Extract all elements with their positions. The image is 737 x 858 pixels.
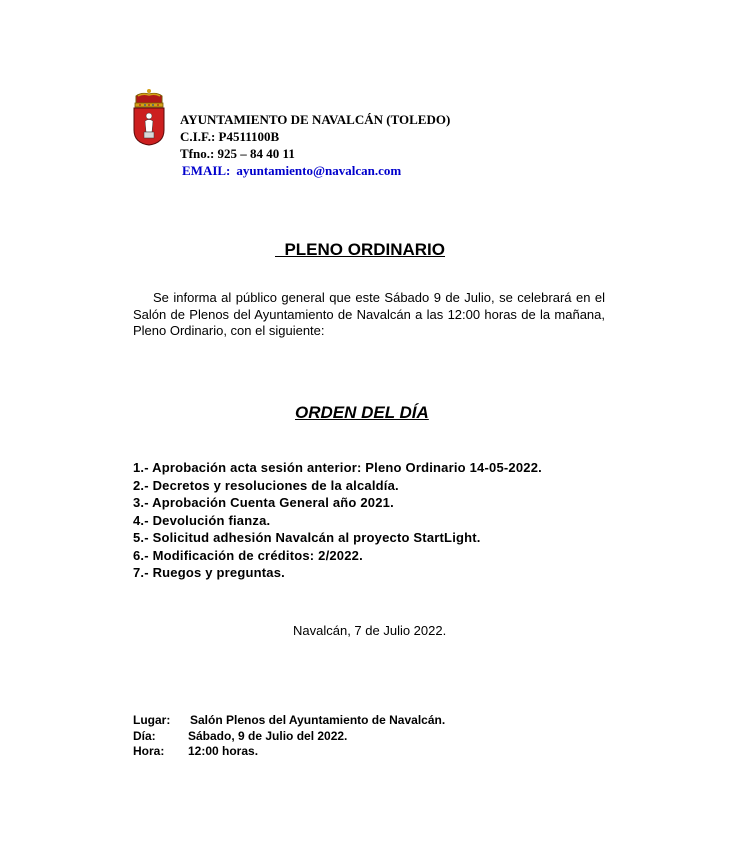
- lugar-value: Salón Plenos del Ayuntamiento de Navalcán.: [190, 713, 446, 727]
- agenda-item: 5.- Solicitud adhesión Navalcán al proyecto StartLight.: [133, 530, 481, 545]
- dia-value: Sábado, 9 de Julio del 2022.: [188, 728, 348, 743]
- crown-icon: [135, 89, 163, 107]
- email-link[interactable]: ayuntamiento@navalcan.com: [236, 163, 402, 178]
- page-title: PLENO ORDINARIO: [275, 240, 446, 259]
- hora-value: 12:00 horas.: [188, 744, 259, 758]
- dia-label: Día:: [133, 728, 156, 743]
- letterhead: [180, 111, 450, 179]
- cif-line: C.I.F.: P4511100B: [180, 129, 280, 144]
- hora-label: Hora:: [133, 744, 165, 758]
- agenda-heading: ORDEN DEL DÍA: [295, 403, 429, 422]
- agenda-item: 7.- Ruegos y preguntas.: [133, 565, 285, 580]
- agenda-item: 4.- Devolución fianza.: [133, 512, 271, 528]
- phone-line: Tfno.: 925 – 84 40 11: [180, 146, 295, 161]
- agenda-item: 3.- Aprobación Cuenta General año 2021.: [133, 495, 394, 510]
- agenda-item: 1.- Aprobación acta sesión anterior: Pleno Ordinario 14-05-2022.: [133, 460, 542, 475]
- agenda-item: 2.- Decretos y resoluciones de la alcaldía.: [133, 477, 399, 493]
- date-line: Navalcán, 7 de Julio 2022.: [293, 623, 447, 638]
- agenda-item: 6.- Modificación de créditos: 2/2022.: [133, 547, 363, 563]
- email-label: EMAIL:: [182, 163, 231, 178]
- lugar-label: Lugar:: [133, 713, 171, 727]
- agenda-list: [133, 459, 542, 582]
- intro-paragraph: Se informa al público general que este Sábado 9 de Julio, se celebrará en el Salón de Plenos del Ayuntamiento de Navalcán a las 12:00 horas de la mañana, Pleno Ordinario, con el siguiente:: [133, 290, 605, 338]
- email-line: [180, 162, 450, 179]
- org-name: AYUNTAMIENTO DE NAVALCÁN (TOLEDO): [180, 112, 451, 127]
- coat-of-arms-logo: [133, 88, 165, 146]
